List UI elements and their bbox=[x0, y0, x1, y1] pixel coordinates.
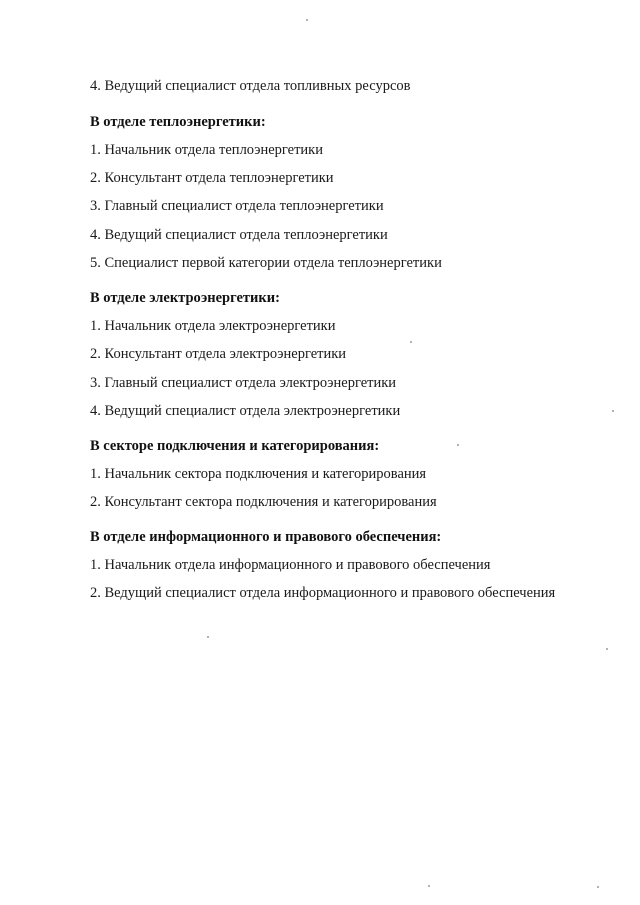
scan-speck bbox=[207, 636, 209, 638]
section-heading: В отделе теплоэнергетики: bbox=[90, 114, 266, 130]
scan-speck bbox=[428, 885, 430, 887]
list-item: 1. Начальник отдела электроэнергетики bbox=[90, 318, 336, 334]
scan-speck bbox=[606, 648, 608, 650]
list-item: 1. Начальник отдела теплоэнергетики bbox=[90, 142, 323, 158]
list-item: 3. Главный специалист отдела теплоэнергетики bbox=[90, 198, 384, 214]
scan-speck bbox=[612, 410, 614, 412]
list-item: 1. Начальник сектора подключения и категорирования bbox=[90, 466, 427, 482]
list-item: 4. Ведущий специалист отдела топливных ресурсов bbox=[90, 78, 411, 94]
section-heading: В секторе подключения и категорирования: bbox=[90, 438, 380, 454]
section-heading: В отделе информационного и правового обеспечения: bbox=[90, 529, 442, 545]
list-item: 2. Консультант отдела теплоэнергетики bbox=[90, 170, 334, 186]
scan-speck bbox=[410, 341, 412, 343]
scan-speck bbox=[597, 886, 599, 888]
section-heading: В отделе электроэнергетики: bbox=[90, 290, 280, 306]
list-item: 5. Специалист первой категории отдела теплоэнергетики bbox=[90, 255, 442, 271]
scan-speck bbox=[306, 19, 308, 21]
list-item: 2. Консультант сектора подключения и категорирования bbox=[90, 494, 437, 510]
list-item: 2. Консультант отдела электроэнергетики bbox=[90, 346, 347, 362]
list-item: 1. Начальник отдела информационного и правового обеспечения bbox=[90, 557, 491, 573]
list-item: 2. Ведущий специалист отдела информационного и правового обеспечения bbox=[90, 585, 556, 601]
scan-speck bbox=[457, 444, 459, 446]
list-item: 3. Главный специалист отдела электроэнергетики bbox=[90, 375, 397, 391]
list-item: 4. Ведущий специалист отдела теплоэнергетики bbox=[90, 227, 388, 243]
list-item: 4. Ведущий специалист отдела электроэнергетики bbox=[90, 403, 401, 419]
